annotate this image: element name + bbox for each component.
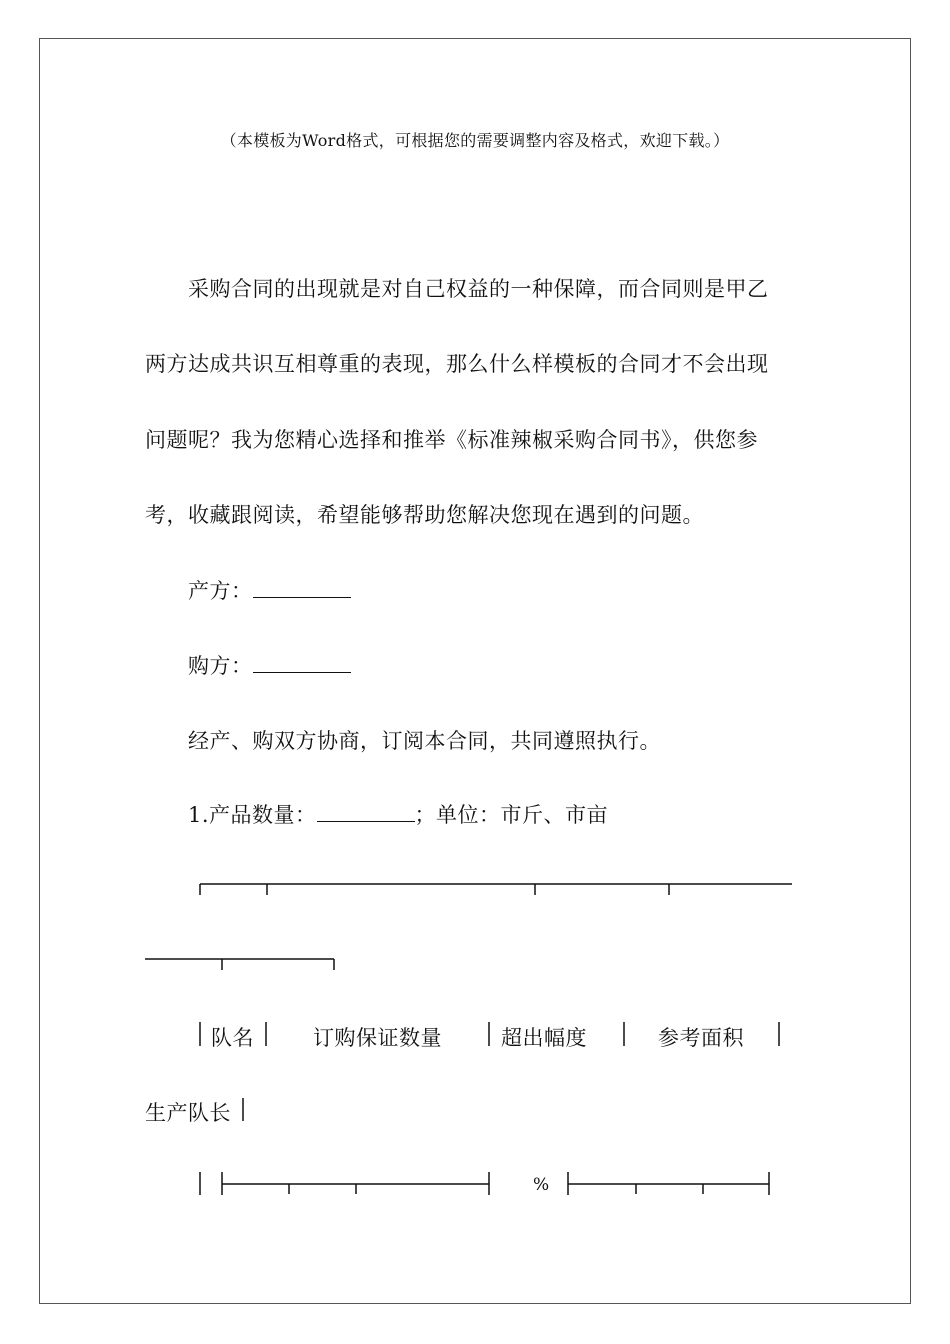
intro-line-3: 问题呢？我为您精心选择和推举《标准辣椒采购合同书》，供您参 xyxy=(145,428,758,452)
header-team-leader: 生产队长 xyxy=(145,1101,231,1125)
header-team-name: 队名 xyxy=(211,1026,254,1050)
seller-label: 产方： xyxy=(188,579,253,603)
header-guaranteed-quantity: 订购保证数量 xyxy=(313,1026,442,1050)
percent-sign: % xyxy=(533,1175,550,1195)
template-note: （本模板为Word格式，可根据您的需要调整内容及格式，欢迎下载。） xyxy=(220,131,730,150)
item1-unit: ；单位：市斤、市亩 xyxy=(414,803,609,827)
item1-label: 1.产品数量： xyxy=(188,803,317,827)
intro-line-2: 两方达成共识互相尊重的表现，那么什么样模板的合同才不会出现 xyxy=(145,352,769,376)
intro-line-4: 考，收藏跟阅读，希望能够帮助您解决您现在遇到的问题。 xyxy=(145,503,704,527)
buyer-label: 购方： xyxy=(188,654,253,678)
agreement-line: 经产、购双方协商，订阅本合同，共同遵照执行。 xyxy=(188,729,661,753)
header-reference-area: 参考面积 xyxy=(658,1026,744,1050)
intro-line-1: 采购合同的出现就是对自己权益的一种保障，而合同则是甲乙 xyxy=(188,277,769,301)
header-excess-range: 超出幅度 xyxy=(501,1026,587,1050)
